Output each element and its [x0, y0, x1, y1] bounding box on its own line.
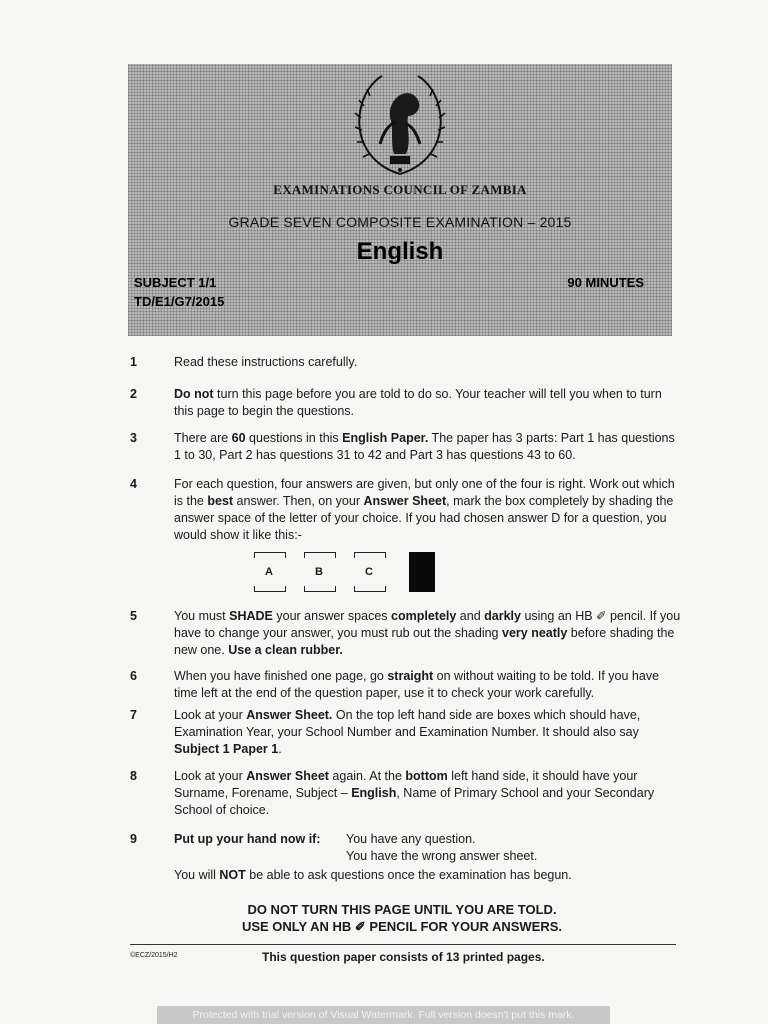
answer-letter: B	[315, 566, 323, 578]
instruction-text: Read these instructions carefully.	[174, 355, 358, 369]
instruction-text: answer. Then, on your	[233, 494, 364, 508]
emphasis: Subject 1 Paper 1	[174, 742, 279, 756]
emphasis: best	[207, 494, 234, 508]
notice-line-1: DO NOT TURN THIS PAGE UNTIL YOU ARE TOLD.	[247, 902, 557, 917]
instruction-text: When you have finished one page, go	[174, 669, 388, 683]
instruction-number: 3	[130, 431, 137, 445]
instruction-number: 1	[130, 355, 137, 369]
instruction-text: your answer spaces	[272, 609, 392, 623]
instruction-text: before shading the new one.	[174, 626, 675, 657]
council-name: EXAMINATIONS COUNCIL OF ZAMBIA	[273, 182, 527, 197]
exam-header	[128, 64, 672, 336]
answer-example	[254, 552, 454, 598]
footer-divider	[130, 944, 676, 945]
exam-name: GRADE SEVEN COMPOSITE EXAMINATION – 2015	[228, 214, 572, 230]
instruction-text: again. At the	[328, 769, 406, 783]
emphasis: bottom	[405, 769, 448, 783]
answer-letter: A	[265, 566, 273, 578]
emphasis: 60	[231, 431, 246, 445]
instruction-text: and	[456, 609, 485, 623]
copyright-code: ©ECZ/2015/H2	[130, 952, 178, 959]
subject-title: English	[356, 238, 444, 265]
emphasis: Do not	[174, 387, 214, 401]
condition-text: You have the wrong answer sheet.	[346, 849, 538, 863]
instruction-text: On the top left hand side are boxes which should have, Examination Year, your School Number and Examination Number. It should also say	[174, 708, 641, 739]
instruction-text: Look at your	[174, 769, 247, 783]
instruction-text: .	[278, 742, 282, 756]
emphasis: Answer Sheet	[246, 769, 329, 783]
instruction-lead: Put up your hand now if:	[174, 832, 321, 846]
instruction-text: You will	[174, 868, 220, 882]
emphasis: Answer Sheet	[363, 494, 447, 508]
instruction-text: , Name of Primary School and your Secondary School of choice.	[174, 786, 655, 817]
instruction-text: The paper has 3 parts: Part 1 has questions 1 to 30, Part 2 has questions 31 to 42 and Part 3 has questions 43 to 60.	[174, 431, 675, 462]
answer-box-a	[254, 552, 284, 592]
answer-letter: C	[365, 566, 373, 578]
emphasis: NOT	[219, 868, 246, 882]
instruction-text: Look at your	[174, 708, 247, 722]
exam-duration: 90 MINUTES	[567, 275, 644, 290]
instruction-text: There are	[174, 431, 232, 445]
emphasis: SHADE	[229, 609, 273, 623]
emphasis: very neatly	[502, 626, 568, 640]
emphasis: Answer Sheet.	[246, 708, 333, 722]
answer-box-c	[354, 552, 384, 592]
emphasis: Use a clean rubber.	[228, 643, 343, 657]
instruction-text: , mark the box completely by shading the answer space of the letter of your choice. If you had chosen answer D for a question, you would show it like this:-	[174, 494, 674, 542]
instruction-text: turn this page before you are told to do so. Your teacher will tell you when to turn this page to begin the questions.	[174, 387, 662, 418]
instruction-number: 4	[130, 477, 137, 491]
instruction-number: 6	[130, 669, 137, 683]
emphasis: darkly	[484, 609, 521, 623]
instruction-text: questions in this	[245, 431, 343, 445]
answer-box-b	[304, 552, 334, 592]
condition-text: You have any question.	[346, 832, 476, 846]
instruction-text: be able to ask questions once the examination has begun.	[245, 868, 572, 882]
instruction-text: using an HB ✐ pencil. If you have to change your answer, you must rub out the shading	[174, 609, 681, 640]
instruction-number: 8	[130, 769, 137, 783]
subject-code: SUBJECT 1/1	[134, 275, 217, 290]
instruction-number: 2	[130, 387, 137, 401]
instruction-text: left hand side, it should have your Surname, Forename, Subject –	[174, 769, 638, 800]
emphasis: completely	[391, 609, 457, 623]
notice-line-2: USE ONLY AN HB ✐ PENCIL FOR YOUR ANSWERS.	[241, 919, 563, 934]
answer-box-d-shaded	[409, 552, 435, 592]
emphasis: English Paper.	[342, 431, 429, 445]
watermark-banner: Protected with trial version of Visual Watermark. Full version doesn't put this mark.	[157, 1006, 610, 1024]
paper-code: TD/E1/G7/2015	[134, 294, 225, 309]
coat-of-arms-emblem	[350, 70, 450, 182]
instruction-number: 9	[130, 832, 137, 846]
instruction-number: 7	[130, 708, 137, 722]
instruction-text: on without waiting to be told. If you have time left at the end of the question paper, use it to check your work carefully.	[174, 669, 660, 700]
emphasis: English	[351, 786, 397, 800]
page-count-note: This question paper consists of 13 printed pages.	[262, 950, 545, 964]
instruction-text: You must	[174, 609, 230, 623]
instruction-text: For each question, four answers are given, but only one of the four is right. Work out which is the	[174, 477, 675, 508]
instruction-number: 5	[130, 609, 137, 623]
emphasis: straight	[387, 669, 434, 683]
